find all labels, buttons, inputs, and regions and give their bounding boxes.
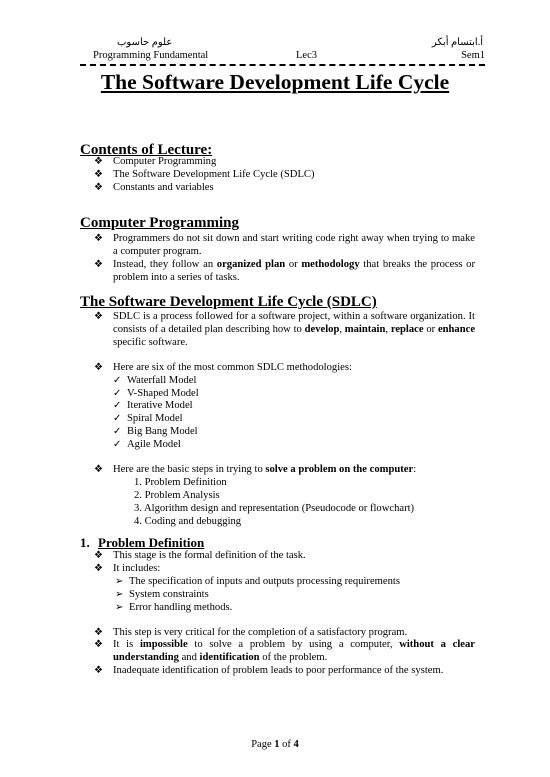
arrow-bullet-icon: ➢ — [115, 588, 124, 600]
list-item: ❖ Computer Programming — [94, 156, 217, 167]
list-item: ➢ System constraints — [115, 588, 209, 600]
list-item: ❖ The Software Development Life Cycle (SDLC) — [94, 168, 315, 180]
diamond-bullet-icon: ❖ — [94, 181, 103, 193]
list-item: ✓ Iterative Model — [113, 400, 193, 412]
diamond-bullet-icon: ❖ — [94, 233, 103, 244]
list-item: ❖ This stage is the formal definition of the task. — [94, 550, 306, 561]
diamond-bullet-icon: ❖ — [94, 464, 103, 476]
list-item: ❖ Here are six of the most common SDLC methodologies: ✓ Waterfall Model ✓ V-Shaped Model ✓ Iterative Model ✓ Spiral Model ✓ Big Bang Model ✓ Agile Model — [80, 362, 475, 452]
diamond-bullet-icon: ❖ — [94, 665, 103, 677]
diamond-bullet-icon: ❖ — [94, 168, 103, 180]
diamond-bullet-icon: ❖ — [94, 562, 103, 574]
list-item: ➢ The specification of inputs and outputs processing requirements — [115, 575, 400, 587]
contents-heading: Contents of Lecture: — [80, 142, 213, 158]
list-item: 1. Problem Definition — [134, 476, 227, 488]
list-item: ✓ Agile Model — [113, 439, 181, 451]
diamond-bullet-icon: ❖ — [94, 258, 103, 270]
list-item: 2. Problem Analysis — [134, 489, 220, 501]
page-footer: Page 1 of 4 — [251, 739, 299, 750]
arrow-bullet-icon: ➢ — [115, 575, 124, 587]
programming-heading: Computer Programming — [80, 215, 240, 231]
diamond-bullet-icon: ❖ — [94, 361, 103, 373]
list-item: ❖ Constants and variables — [94, 181, 214, 193]
checkmark-icon: ✓ — [113, 400, 122, 412]
diamond-bullet-icon: ❖ — [94, 311, 103, 322]
list-item: ✓ V-Shaped Model — [113, 387, 199, 399]
arrow-bullet-icon: ➢ — [115, 601, 124, 613]
header-course: Programming Fundamental — [93, 50, 209, 61]
header-lecture: Lec3 — [296, 50, 317, 61]
problem-definition-list — [80, 550, 475, 678]
list-item: 4. Coding and debugging — [134, 515, 242, 527]
problem-definition-heading: 1. Problem Definition — [80, 535, 205, 550]
sdlc-list — [80, 311, 475, 529]
checkmark-icon: ✓ — [113, 387, 122, 399]
list-item: ❖ Inadequate identification of problem leads to poor performance of the system. — [94, 665, 444, 677]
header-semester: Sem1 — [461, 50, 485, 61]
checkmark-icon: ✓ — [113, 413, 122, 425]
diamond-bullet-icon: ❖ — [94, 550, 103, 561]
checkmark-icon: ✓ — [113, 374, 122, 386]
list-item: 3. Algorithm design and representation (Pseudocode or flowchart) — [134, 502, 415, 514]
diamond-bullet-icon: ❖ — [94, 156, 103, 167]
list-item: ✓ Big Bang Model — [113, 426, 198, 438]
list-item: ❖ This step is very critical for the completion of a satisfactory program. — [94, 626, 408, 638]
list-item: ❖ Programmers do not sit down and start writing code right away when trying to make a computer program. — [94, 233, 475, 257]
list-item: ❖ Instead, they follow an organized plan or methodology that breaks the process or problem into a series of tasks. — [94, 258, 475, 283]
checkmark-icon: ✓ — [113, 426, 122, 438]
header-divider — [80, 64, 485, 66]
checkmark-icon: ✓ — [113, 439, 122, 451]
list-item: ✓ Spiral Model — [113, 413, 183, 425]
sdlc-heading: The Software Development Life Cycle (SDLC) — [80, 294, 377, 310]
includes-list — [115, 576, 475, 615]
diamond-bullet-icon: ❖ — [94, 626, 103, 638]
list-item: ❖ SDLC is a process followed for a software project, within a software organization. It consists of a detailed plan describing how to develop, maintain, replace or enhance specific software. — [94, 311, 476, 348]
list-item: ❖ It is impossible to solve a problem by using a computer, without a clear understanding and identification of the problem. — [94, 639, 475, 664]
programming-list — [80, 233, 475, 285]
page-title: The Software Development Life Cycle — [100, 70, 450, 94]
list-item: ✓ Waterfall Model — [113, 374, 197, 386]
list-item: ➢ Error handling methods. — [115, 601, 233, 613]
problem-steps-list — [113, 477, 475, 529]
contents-list — [80, 156, 475, 195]
header-department-arabic: علوم حاسوب — [117, 37, 173, 48]
models-list — [113, 375, 475, 452]
list-item: ❖ Here are the basic steps in trying to solve a problem on the computer: 1. Problem Definition 2. Problem Analysis 3. Algorithm design and representation (Pseudocode or flowchart) 4. Coding and debugging — [80, 464, 475, 529]
list-item: ❖ It includes: ➢ The specification of inputs and outputs processing requirements ➢ System constraints ➢ Error handling methods. — [80, 563, 475, 615]
header-instructor-arabic: أ.ابتسام أبكر — [431, 37, 483, 48]
diamond-bullet-icon: ❖ — [94, 639, 103, 651]
